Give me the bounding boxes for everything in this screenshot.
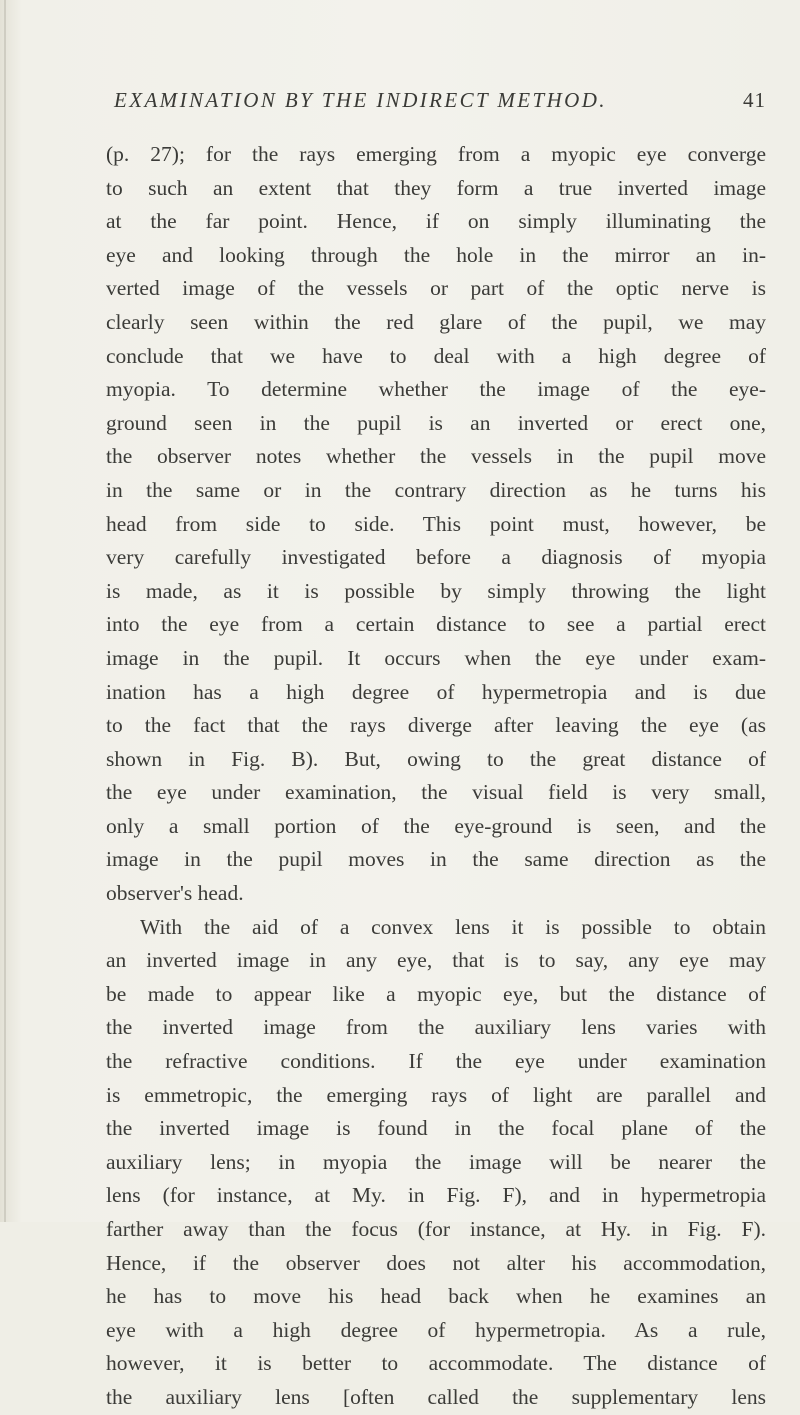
paragraph-1 bbox=[106, 138, 766, 911]
text-line: image in the pupil. It occurs when the eye under exam- bbox=[106, 645, 766, 670]
text-line: (p. 27); for the rays emerging from a myopic eye converge bbox=[106, 142, 766, 166]
text-line: verted image of the vessels or part of the optic nerve is bbox=[106, 276, 766, 301]
text-line: the observer notes whether the vessels in the pupil move bbox=[106, 444, 766, 469]
text-line: conclude that we have to deal with a high degree of bbox=[106, 343, 766, 368]
text-line: With the aid of a convex lens it is possible to obtain bbox=[140, 914, 766, 939]
text-line: observer's head. bbox=[106, 881, 244, 906]
text-line: very carefully investigated before a diagnosis of myopia bbox=[106, 545, 766, 570]
text-line: myopia. To determine whether the image of the eye- bbox=[106, 377, 766, 402]
text-line: however, it is better to accommodate. The distance of bbox=[106, 1351, 766, 1376]
running-title: EXAMINATION BY THE INDIRECT METHOD. bbox=[114, 88, 607, 112]
text-line: in the same or in the contrary direction as he turns his bbox=[106, 477, 766, 502]
text-line: into the eye from a certain distance to see a partial erect bbox=[106, 612, 766, 637]
running-head bbox=[96, 88, 766, 122]
text-line: lens (for instance, at My. in Fig. F), and in hypermetropia bbox=[106, 1183, 766, 1208]
text-line: he has to move his head back when he examines an bbox=[106, 1284, 766, 1309]
text-line: be made to appear like a myopic eye, but the distance of bbox=[106, 981, 766, 1006]
text-line: eye and looking through the hole in the mirror an in- bbox=[106, 242, 766, 267]
text-line: an inverted image in any eye, that is to say, any eye may bbox=[106, 948, 766, 973]
text-line: ground seen in the pupil is an inverted or erect one, bbox=[106, 410, 766, 435]
text-line: shown in Fig. B). But, owing to the great distance of bbox=[106, 746, 766, 771]
text-line: eye with a high degree of hypermetropia. As a rule, bbox=[106, 1317, 766, 1342]
text-line: clearly seen within the red glare of the pupil, we may bbox=[106, 309, 766, 334]
text-line: to the fact that the rays diverge after leaving the eye (as bbox=[106, 713, 766, 738]
text-line: is emmetropic, the emerging rays of light are parallel and bbox=[106, 1082, 766, 1107]
text-line: is made, as it is possible by simply throwing the light bbox=[106, 578, 766, 603]
text-line: Hence, if the observer does not alter his accommodation, bbox=[106, 1250, 766, 1275]
paragraph-2 bbox=[106, 911, 766, 1415]
text-line: the inverted image is found in the focal plane of the bbox=[106, 1116, 766, 1141]
body-text bbox=[106, 138, 766, 1415]
text-line: ination has a high degree of hypermetropia and is due bbox=[106, 679, 766, 704]
page-number: 41 bbox=[743, 88, 766, 112]
text-line: the inverted image from the auxiliary lens varies with bbox=[106, 1015, 766, 1040]
text-line: head from side to side. This point must, however, be bbox=[106, 511, 766, 536]
binding-gutter bbox=[4, 0, 6, 1222]
text-line: the auxiliary lens [often called the supplementary lens bbox=[106, 1384, 766, 1409]
text-line: the eye under examination, the visual field is very small, bbox=[106, 780, 766, 805]
text-line: only a small portion of the eye-ground is seen, and the bbox=[106, 813, 766, 838]
text-line: the refractive conditions. If the eye under examination bbox=[106, 1049, 766, 1074]
text-line: at the far point. Hence, if on simply illuminating the bbox=[106, 209, 766, 234]
text-line: auxiliary lens; in myopia the image will be nearer the bbox=[106, 1149, 766, 1174]
text-line: farther away than the focus (for instance, at Hy. in Fig. F). bbox=[106, 1217, 766, 1241]
text-line: image in the pupil moves in the same direction as the bbox=[106, 847, 766, 872]
text-line: to such an extent that they form a true inverted image bbox=[106, 175, 766, 200]
